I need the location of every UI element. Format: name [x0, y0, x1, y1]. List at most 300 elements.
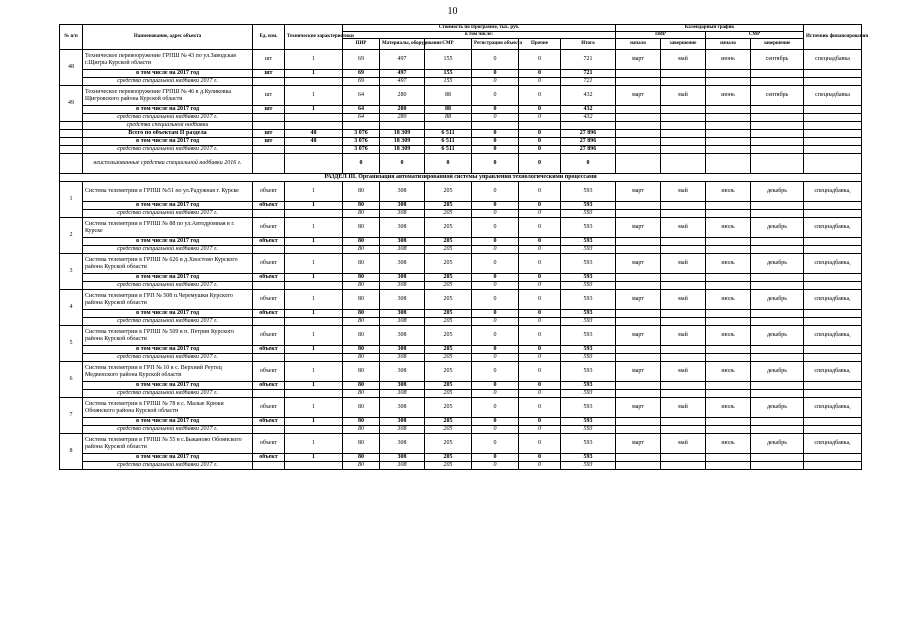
empty-cell [804, 346, 862, 354]
object-name: Система телеметрии в ГРП № 508 п.Черемушки Курского района Курской области [83, 290, 253, 310]
empty-cell [616, 122, 661, 130]
materials-cell: 308 [380, 362, 425, 382]
source-cell: спецнадбавка [804, 50, 862, 70]
qty-cell: 1 [285, 398, 343, 418]
table-row-special [60, 282, 862, 290]
registration-cell: 0 [472, 86, 519, 106]
empty-cell [706, 426, 751, 434]
col-source: Источник финансирования [804, 25, 862, 50]
total-cell: 593 [561, 310, 616, 318]
empty-cell [616, 282, 661, 290]
materials-cell: 308 [380, 426, 425, 434]
empty-cell [616, 318, 661, 326]
table-row [60, 326, 862, 346]
total-cell: 432 [561, 106, 616, 114]
empty-cell [661, 462, 706, 470]
row-num: 1 [60, 182, 83, 218]
other-cell: 0 [519, 50, 561, 70]
row-num: 49 [60, 86, 83, 122]
empty-cell [804, 454, 862, 462]
table-row-2017 [60, 202, 862, 210]
empty-cell [616, 246, 661, 254]
materials-cell: 308 [380, 382, 425, 390]
empty-cell [706, 70, 751, 78]
total-cell: 721 [561, 70, 616, 78]
totals-label: средства специальной надбавки 2017 г. [83, 146, 253, 154]
unit-cell: объект [253, 362, 285, 382]
qty-cell: 1 [285, 218, 343, 238]
col-smr-start: начало [706, 39, 751, 50]
empty-cell [804, 462, 862, 470]
table-row [60, 290, 862, 310]
qty-cell: 48 [285, 138, 343, 146]
sub-label: в том числе на 2017 год [83, 310, 253, 318]
col-schedule: Календарный график [616, 25, 804, 32]
empty-cell [616, 274, 661, 282]
pir-cell: 64 [343, 106, 380, 114]
total-cell: 593 [561, 454, 616, 462]
other-cell: 0 [519, 210, 561, 218]
registration-cell: 0 [472, 418, 519, 426]
object-name: Система телеметрии в ГРПШ № 88 по ул.Автодромная в г. Курске [83, 218, 253, 238]
table-row [60, 254, 862, 274]
smr-cell: 205 [425, 362, 472, 382]
other-cell: 0 [519, 382, 561, 390]
registration-cell: 0 [472, 246, 519, 254]
empty-cell [60, 138, 83, 146]
pir-cell: 3 076 [343, 138, 380, 146]
other-cell: 0 [519, 310, 561, 318]
other-cell: 0 [519, 246, 561, 254]
object-name: Система телеметрии в ГРПШ №51 по ул.Радужная г. Курске [83, 182, 253, 202]
registration-cell: 0 [472, 326, 519, 346]
materials-cell: 308 [380, 326, 425, 346]
unit-cell: шт [253, 86, 285, 106]
smr-start-cell: июль [706, 398, 751, 418]
other-cell: 0 [519, 154, 561, 174]
smr-end-cell: сентябрь [751, 86, 804, 106]
object-name: Система телеметрии в ГРПШ № 509 в п. Петрин Курского района Курской области [83, 326, 253, 346]
unit-cell: объект [253, 454, 285, 462]
registration-cell: 0 [472, 362, 519, 382]
registration-cell: 0 [472, 182, 519, 202]
smr-cell: 205 [425, 354, 472, 362]
totals-label: Всего по объектам II раздела [83, 130, 253, 138]
empty-cell [804, 210, 862, 218]
unit-cell: объект [253, 182, 285, 202]
empty-cell [804, 390, 862, 398]
source-cell: спецнадбавка, [804, 434, 862, 454]
smr-cell: 205 [425, 418, 472, 426]
materials-cell: 308 [380, 282, 425, 290]
empty-cell [751, 382, 804, 390]
section-row [60, 174, 862, 182]
materials-cell: 308 [380, 290, 425, 310]
empty-cell [751, 454, 804, 462]
pir-cell: 80 [343, 354, 380, 362]
empty-cell [804, 354, 862, 362]
empty-cell [751, 202, 804, 210]
pir-start-cell: март [616, 86, 661, 106]
unit-cell [253, 154, 285, 174]
empty-cell [253, 354, 285, 362]
total-cell: 593 [561, 182, 616, 202]
totals-row [60, 146, 862, 154]
row-num: 48 [60, 50, 83, 86]
registration-cell: 0 [472, 382, 519, 390]
pir-cell: 80 [343, 454, 380, 462]
total-cell: 593 [561, 462, 616, 470]
empty-cell [285, 122, 343, 130]
materials-cell: 280 [380, 114, 425, 122]
table-row-2017 [60, 106, 862, 114]
other-cell: 0 [519, 418, 561, 426]
empty-cell [706, 318, 751, 326]
total-cell: 593 [561, 390, 616, 398]
other-cell: 0 [519, 182, 561, 202]
table-row-special [60, 318, 862, 326]
sub-label: в том числе на 2017 год [83, 454, 253, 462]
total-cell: 593 [561, 418, 616, 426]
empty-cell [751, 106, 804, 114]
pir-end-cell: май [661, 50, 706, 70]
empty-cell [616, 114, 661, 122]
col-unit: Ед. изм. [253, 25, 285, 50]
sub-label: в том числе на 2017 год [83, 106, 253, 114]
unit-cell: шт [253, 130, 285, 138]
pir-cell: 80 [343, 310, 380, 318]
total-cell: 0 [561, 154, 616, 174]
table-row-label [60, 122, 862, 130]
other-cell: 0 [519, 138, 561, 146]
pir-cell: 80 [343, 290, 380, 310]
total-cell: 593 [561, 254, 616, 274]
unit-cell: объект [253, 346, 285, 354]
col-pir: ПИР [343, 39, 380, 50]
pir-cell: 64 [343, 114, 380, 122]
qty-cell: 1 [285, 418, 343, 426]
unit-cell: объект [253, 326, 285, 346]
materials-cell: 280 [380, 106, 425, 114]
table-header [60, 25, 869, 50]
empty-cell [751, 78, 804, 86]
unit-cell: объект [253, 238, 285, 246]
pir-cell: 80 [343, 462, 380, 470]
pir-start-cell: март [616, 362, 661, 382]
empty-cell [804, 138, 862, 146]
table-row-2017 [60, 346, 862, 354]
empty-cell [661, 146, 706, 154]
object-name: Система телеметрии в ГРПШ № 55 в с.Быканово Обоянского района Курской области [83, 434, 253, 454]
empty-cell [706, 382, 751, 390]
empty-cell [804, 154, 862, 174]
empty-cell [519, 122, 561, 130]
empty-cell [60, 146, 83, 154]
table-row-2017 [60, 70, 862, 78]
pir-cell: 80 [343, 434, 380, 454]
sub-label: в том числе на 2017 год [83, 274, 253, 282]
table-row-2017 [60, 238, 862, 246]
other-cell: 0 [519, 362, 561, 382]
table-row [60, 398, 862, 418]
empty-cell [706, 354, 751, 362]
pir-start-cell: март [616, 182, 661, 202]
qty-cell: 1 [285, 86, 343, 106]
registration-cell: 0 [472, 318, 519, 326]
unit-cell: объект [253, 310, 285, 318]
registration-cell: 0 [472, 390, 519, 398]
pir-cell: 80 [343, 238, 380, 246]
empty-cell [616, 310, 661, 318]
qty-cell [285, 154, 343, 174]
row-num: 8 [60, 434, 83, 470]
registration-cell: 0 [472, 146, 519, 154]
other-cell: 0 [519, 318, 561, 326]
empty-cell [751, 238, 804, 246]
table-row-special [60, 114, 862, 122]
smr-cell: 88 [425, 106, 472, 114]
empty-cell [285, 210, 343, 218]
empty-cell [616, 418, 661, 426]
object-name: Система телеметрии в ГРПШ № 78 в с. Малые Крюки Обоянского района Курской области [83, 398, 253, 418]
empty-cell [751, 210, 804, 218]
unit-cell [253, 146, 285, 154]
special-label: средства специальной надбавки 2017 г. [83, 426, 253, 434]
empty-cell [706, 114, 751, 122]
empty-cell [804, 146, 862, 154]
col-sch-smr: СМР [706, 32, 804, 39]
smr-cell: 205 [425, 254, 472, 274]
empty-cell [804, 106, 862, 114]
total-cell: 721 [561, 50, 616, 70]
special-label: средства специальной надбавки 2017 г. [83, 114, 253, 122]
other-cell: 0 [519, 462, 561, 470]
empty-cell [616, 346, 661, 354]
empty-cell [751, 130, 804, 138]
pir-start-cell: март [616, 254, 661, 274]
empty-cell [706, 390, 751, 398]
registration-cell: 0 [472, 434, 519, 454]
unit-cell: объект [253, 290, 285, 310]
pir-cell: 80 [343, 362, 380, 382]
row-num: 7 [60, 398, 83, 434]
pir-cell: 3 076 [343, 146, 380, 154]
special-label: средства специальной надбавки 2017 г. [83, 246, 253, 254]
unit-cell: объект [253, 254, 285, 274]
table-row-special [60, 210, 862, 218]
smr-cell: 205 [425, 454, 472, 462]
registration-cell: 0 [472, 454, 519, 462]
smr-cell: 155 [425, 78, 472, 86]
materials-cell: 308 [380, 434, 425, 454]
empty-cell [706, 246, 751, 254]
qty-cell: 1 [285, 182, 343, 202]
materials-cell: 308 [380, 254, 425, 274]
empty-cell [751, 462, 804, 470]
other-cell: 0 [519, 398, 561, 418]
table-row-special [60, 390, 862, 398]
pir-start-cell: март [616, 218, 661, 238]
unit-cell: шт [253, 138, 285, 146]
col-num: № п/п [60, 25, 83, 50]
empty-cell [751, 310, 804, 318]
row-num: 3 [60, 254, 83, 290]
registration-cell: 0 [472, 210, 519, 218]
empty-cell [751, 318, 804, 326]
special-label: средства специальной надбавки 2017 г. [83, 210, 253, 218]
empty-cell [616, 238, 661, 246]
total-cell: 593 [561, 362, 616, 382]
smr-cell: 205 [425, 318, 472, 326]
totals-row [60, 154, 862, 174]
empty-cell [616, 202, 661, 210]
materials-cell: 308 [380, 202, 425, 210]
registration-cell: 0 [472, 462, 519, 470]
empty-cell [253, 210, 285, 218]
empty-cell [804, 382, 862, 390]
total-cell: 593 [561, 282, 616, 290]
unit-cell: шт [253, 50, 285, 70]
materials-cell: 308 [380, 182, 425, 202]
materials-cell: 308 [380, 346, 425, 354]
empty-cell [751, 122, 804, 130]
other-cell: 0 [519, 434, 561, 454]
registration-cell: 0 [472, 70, 519, 78]
empty-cell [661, 122, 706, 130]
totals-row [60, 138, 862, 146]
empty-cell [285, 426, 343, 434]
table-row [60, 434, 862, 454]
empty-cell [661, 274, 706, 282]
smr-start-cell: июнь [706, 50, 751, 70]
pir-cell: 80 [343, 390, 380, 398]
unit-cell: объект [253, 418, 285, 426]
empty-cell [380, 122, 425, 130]
smr-start-cell: июль [706, 218, 751, 238]
other-cell: 0 [519, 282, 561, 290]
smr-cell: 88 [425, 86, 472, 106]
unit-cell: объект [253, 202, 285, 210]
empty-cell [751, 70, 804, 78]
empty-cell [616, 454, 661, 462]
empty-cell [751, 146, 804, 154]
registration-cell: 0 [472, 238, 519, 246]
table-row-2017 [60, 274, 862, 282]
empty-cell [804, 130, 862, 138]
empty-cell [706, 146, 751, 154]
empty-cell [661, 390, 706, 398]
special-label: средства специальной надбавки 2017 г. [83, 462, 253, 470]
other-cell: 0 [519, 114, 561, 122]
empty-cell [616, 354, 661, 362]
smr-cell: 205 [425, 210, 472, 218]
source-cell: спецнадбавка [804, 86, 862, 106]
empty-cell [661, 138, 706, 146]
empty-cell [751, 346, 804, 354]
source-cell: спецнадбавка, [804, 326, 862, 346]
smr-cell: 6 511 [425, 130, 472, 138]
table-row-special [60, 426, 862, 434]
empty-cell [661, 282, 706, 290]
materials-cell: 308 [380, 390, 425, 398]
empty-cell [804, 202, 862, 210]
empty-cell [804, 318, 862, 326]
totals-label: неиспользованные средства специальной надбавки 2016 г. [83, 154, 253, 174]
pir-cell: 80 [343, 218, 380, 238]
col-incl: в том числе: [343, 32, 616, 39]
materials-cell: 497 [380, 70, 425, 78]
materials-cell: 308 [380, 218, 425, 238]
table-row-2017 [60, 454, 862, 462]
table-row [60, 50, 862, 70]
smr-cell: 0 [425, 154, 472, 174]
empty-cell [285, 354, 343, 362]
empty-cell [706, 106, 751, 114]
empty-cell [751, 274, 804, 282]
empty-cell [804, 70, 862, 78]
pir-start-cell: март [616, 398, 661, 418]
other-cell: 0 [519, 290, 561, 310]
registration-cell: 0 [472, 106, 519, 114]
total-cell: 593 [561, 354, 616, 362]
empty-cell [472, 122, 519, 130]
empty-cell [60, 154, 83, 174]
materials-cell: 308 [380, 318, 425, 326]
empty-cell [706, 210, 751, 218]
unit-cell: объект [253, 398, 285, 418]
col-smr-end: завершение [751, 39, 804, 50]
table-body [60, 50, 862, 470]
empty-cell [751, 354, 804, 362]
pir-end-cell: май [661, 326, 706, 346]
empty-cell [616, 130, 661, 138]
pir-cell: 80 [343, 326, 380, 346]
pir-cell: 69 [343, 50, 380, 70]
smr-start-cell: июль [706, 254, 751, 274]
empty-cell [425, 122, 472, 130]
qty-cell [285, 146, 343, 154]
empty-cell [661, 106, 706, 114]
materials-cell: 308 [380, 246, 425, 254]
col-materials: Материалы, оборудование [380, 39, 425, 50]
pir-start-cell: март [616, 326, 661, 346]
empty-cell [285, 318, 343, 326]
materials-cell: 280 [380, 86, 425, 106]
pir-cell: 80 [343, 398, 380, 418]
row-num: 4 [60, 290, 83, 326]
other-cell: 0 [519, 130, 561, 138]
empty-cell [661, 238, 706, 246]
qty-cell: 1 [285, 454, 343, 462]
pir-end-cell: май [661, 182, 706, 202]
empty-cell [751, 390, 804, 398]
other-cell: 0 [519, 106, 561, 114]
other-cell: 0 [519, 146, 561, 154]
materials-cell: 18 309 [380, 138, 425, 146]
sub-label: в том числе на 2017 год [83, 382, 253, 390]
registration-cell: 0 [472, 290, 519, 310]
smr-cell: 205 [425, 346, 472, 354]
empty-cell [804, 246, 862, 254]
unit-cell: объект [253, 382, 285, 390]
total-cell: 432 [561, 86, 616, 106]
smr-cell: 205 [425, 326, 472, 346]
pir-start-cell: март [616, 50, 661, 70]
pir-end-cell: май [661, 398, 706, 418]
materials-cell: 497 [380, 78, 425, 86]
smr-cell: 155 [425, 50, 472, 70]
pir-cell: 80 [343, 318, 380, 326]
